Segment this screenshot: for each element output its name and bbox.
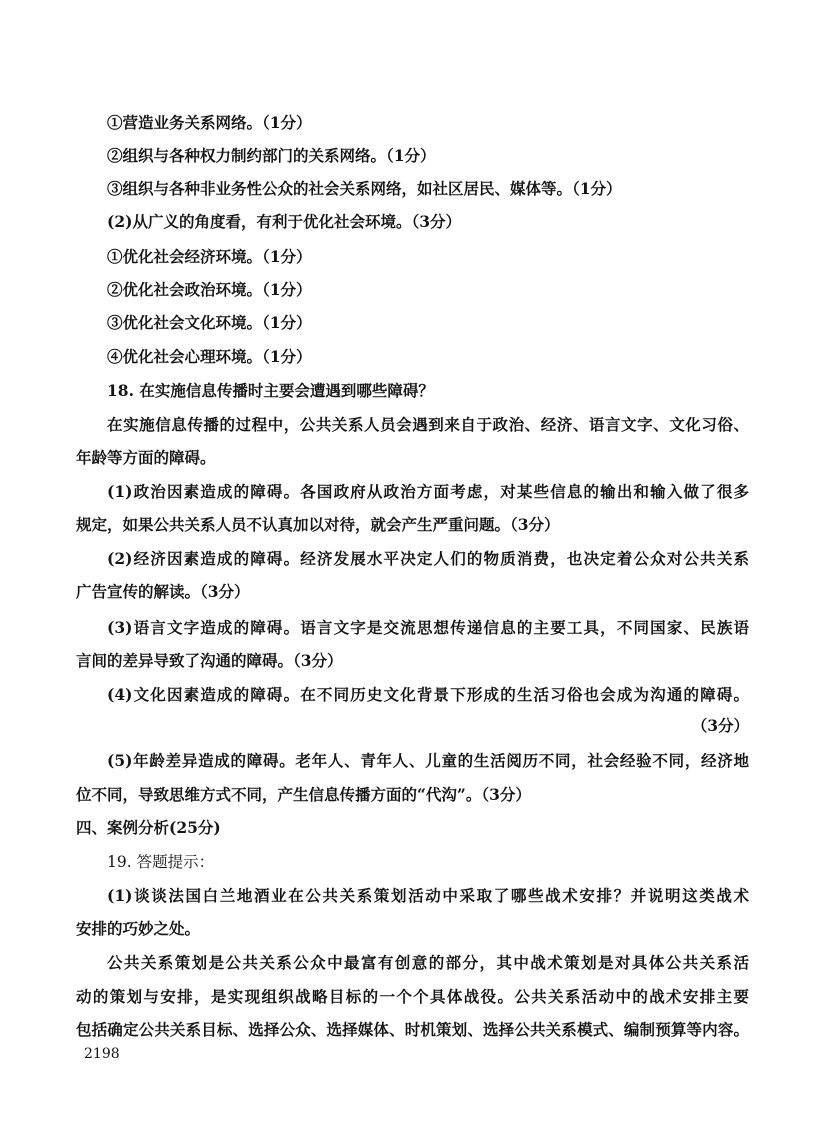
text-line: ②组织与各种权力制约部门的关系网络。（1分） (107, 146, 436, 165)
text-line: (1)谈谈法国白兰地酒业在公共关系策划活动中采取了哪些战术安排？并说明这类战术 (107, 886, 749, 905)
text-line: 规定，如果公共关系人员不认真加以对待，就会产生严重问题。（3分） (76, 515, 560, 534)
text-line: (2)从广义的角度看，有利于优化社会环境。（3分） (107, 212, 461, 231)
question-heading: 18. 在实施信息传播时主要会遭遇到哪些障碍？ (107, 381, 434, 400)
text-line: 在实施信息传播的过程中，公共关系人员会遇到来自于政治、经济、语言文字、文化习俗、 (107, 415, 749, 434)
text-line: 动的策划与安排，是实现组织战略目标的一个个具体战役。公共关系活动中的战术安排主要 (76, 987, 749, 1006)
text-line: 位不同，导致思维方式不同，产生信息传播方面的“代沟”。（3分） (76, 785, 531, 804)
section-heading: 四、案例分析(25分) (76, 818, 221, 837)
text-line: ④优化社会心理环境。（1分） (107, 347, 312, 366)
text-line: (5)年龄差异造成的障碍。老年人、青年人、儿童的生活阅历不同，社会经验不同，经济地 (107, 751, 749, 770)
text-line: 年龄等方面的障碍。 (76, 448, 216, 467)
question-heading: 19. 答题提示： (107, 853, 215, 871)
text-line: 广告宣传的解读。（3分） (76, 582, 250, 601)
text-line: (1)政治因素造成的障碍。各国政府从政治方面考虑，对某些信息的输出和输入做了很多 (107, 482, 749, 501)
text-line: (3)语言文字造成的障碍。语言文字是交流思想传递信息的主要工具，不同国家、民族语 (107, 618, 749, 637)
text-line: (4)文化因素造成的障碍。在不同历史文化背景下形成的生活习俗也会成为沟通的障碍。 (107, 685, 749, 704)
text-line: 公共关系策划是公共关系公众中最富有创意的部分，其中战术策划是对具体公共关系活 (107, 953, 749, 972)
text-line: （3分） (691, 716, 749, 735)
text-line: ①营造业务关系网络。（1分） (107, 113, 312, 132)
page-number: 2198 (84, 1046, 120, 1062)
text-line: ①优化社会经济环境。（1分） (107, 247, 312, 266)
text-line: 包括确定公共关系目标、选择公众、选择媒体、时机策划、选择公共关系模式、编制预算等内容。 (76, 1020, 749, 1039)
text-line: 言间的差异导致了沟通的障碍。（3分） (76, 651, 343, 670)
text-line: ②优化社会政治环境。（1分） (107, 280, 312, 299)
text-line: ③优化社会文化环境。（1分） (107, 313, 312, 332)
text-line: (2)经济因素造成的障碍。经济发展水平决定人们的物质消费，也决定着公众对公共关系 (107, 549, 749, 568)
text-line: ③组织与各种非业务性公众的社会关系网络，如社区居民、媒体等。（1分） (107, 179, 622, 198)
text-line: 安排的巧妙之处。 (76, 919, 201, 938)
